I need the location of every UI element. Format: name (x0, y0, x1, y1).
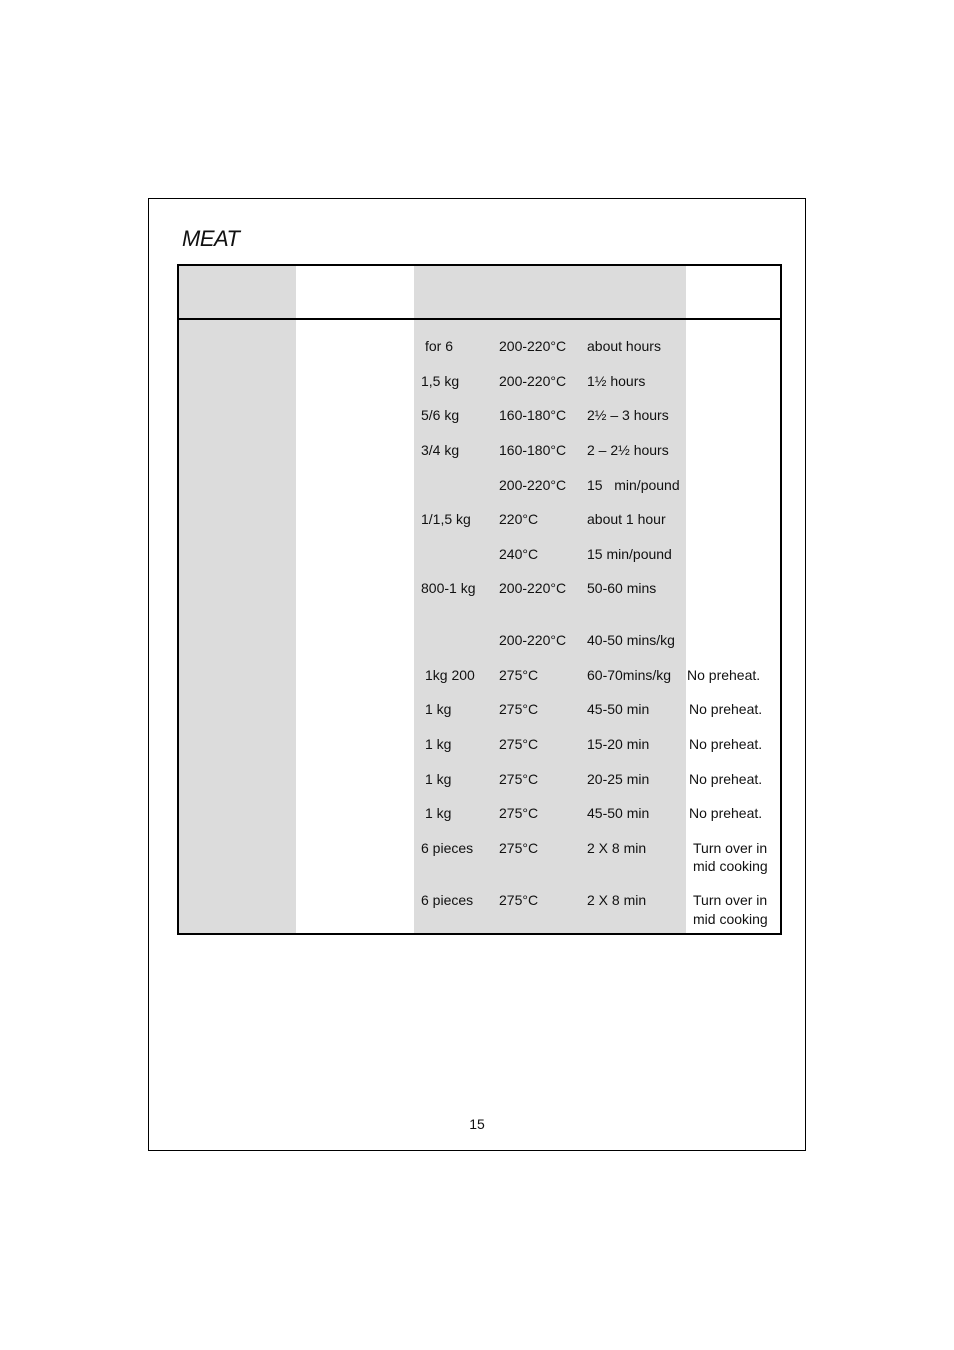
qty-cell: for 6 (425, 338, 454, 354)
qty-cell: 1/1,5 kg (421, 511, 471, 527)
qty-cell: 800-1 kg (421, 580, 476, 596)
qty-cell: 1 kg (425, 736, 452, 752)
qty-cell: 1 kg (425, 771, 452, 787)
time-cell: 1½ hours (587, 373, 646, 389)
temp-cell: 275°C (499, 840, 539, 856)
note-cell-line2: mid cooking (693, 858, 768, 874)
time-cell: 2 X 8 min (587, 840, 647, 856)
temp-cell: 275°C (499, 805, 539, 821)
meat-table (177, 264, 782, 935)
note-cell: No preheat. (689, 805, 763, 821)
temp-cell: 275°C (499, 701, 539, 717)
qty-cell: 1 kg (425, 805, 452, 821)
qty-cell: 6 pieces (421, 840, 474, 856)
temp-cell: 275°C (499, 736, 539, 752)
note-cell: Turn over in (693, 840, 768, 856)
temp-cell: 275°C (499, 771, 539, 787)
time-cell: 2 – 2½ hours (587, 442, 669, 458)
note-cell: No preheat. (689, 736, 763, 752)
temp-cell: 160-180°C (499, 442, 567, 458)
page-title: MEAT (182, 226, 240, 251)
column-shade-dish (179, 266, 296, 933)
temp-cell: 275°C (499, 892, 539, 908)
note-cell: Turn over in (693, 892, 768, 908)
temp-cell: 275°C (499, 667, 539, 683)
qty-cell: 5/6 kg (421, 407, 460, 423)
time-cell: 60-70mins/kg (587, 667, 672, 683)
qty-cell: 1kg 200 (425, 667, 475, 683)
time-cell: about hours (587, 338, 661, 354)
temp-cell: 200-220°C (499, 632, 567, 648)
time-cell: 15 min/pound (587, 477, 680, 493)
time-cell: 50-60 mins (587, 580, 657, 596)
time-cell: 45-50 min (587, 701, 650, 717)
temp-cell: 200-220°C (499, 580, 567, 596)
note-cell: No preheat. (689, 771, 763, 787)
temp-cell: 200-220°C (499, 373, 567, 389)
temp-cell: 240°C (499, 546, 539, 562)
note-cell: No preheat. (689, 701, 763, 717)
temp-cell: 220°C (499, 511, 539, 527)
time-cell: about 1 hour (587, 511, 666, 527)
page-number: 15 (469, 1116, 485, 1132)
qty-cell: 1,5 kg (421, 373, 460, 389)
header-divider (179, 318, 780, 320)
time-cell: 40-50 mins/kg (587, 632, 675, 648)
note-cell-line2: mid cooking (693, 911, 768, 927)
note-cell: No preheat. (687, 667, 761, 683)
temp-cell: 200-220°C (499, 477, 567, 493)
temp-cell: 160-180°C (499, 407, 567, 423)
qty-cell: 1 kg (425, 701, 452, 717)
qty-cell: 6 pieces (421, 892, 474, 908)
time-cell: 2½ – 3 hours (587, 407, 669, 423)
temp-cell: 200-220°C (499, 338, 567, 354)
time-cell: 20-25 min (587, 771, 650, 787)
qty-cell: 3/4 kg (421, 442, 460, 458)
time-cell: 45-50 min (587, 805, 650, 821)
time-cell: 15 min/pound (587, 546, 672, 562)
column-shade-settings (414, 266, 686, 933)
time-cell: 15-20 min (587, 736, 650, 752)
time-cell: 2 X 8 min (587, 892, 647, 908)
